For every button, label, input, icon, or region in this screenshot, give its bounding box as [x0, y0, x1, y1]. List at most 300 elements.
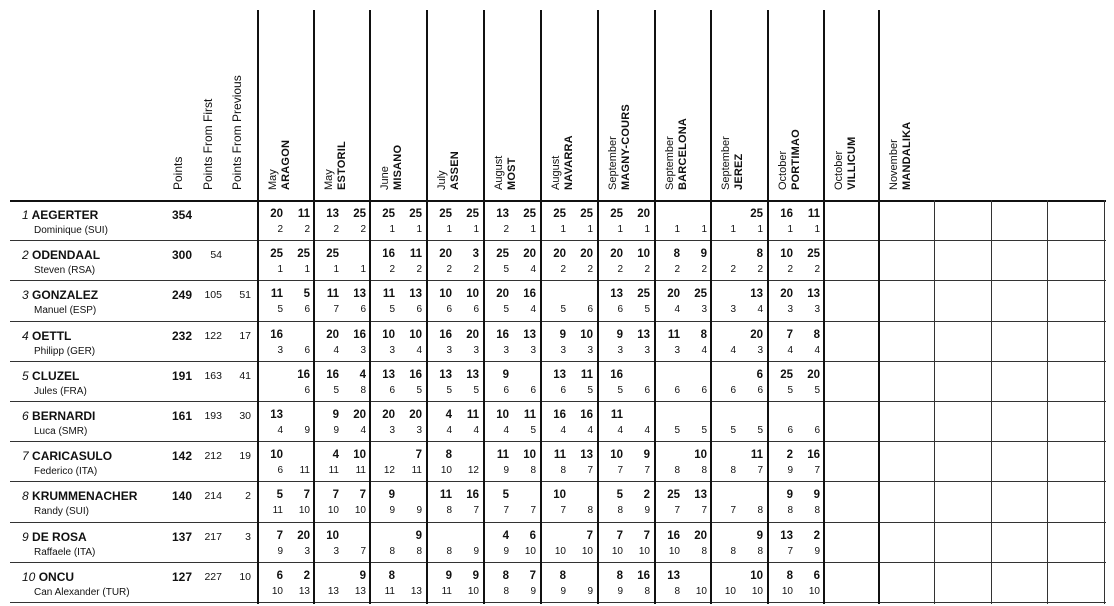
- race1-points: 9: [388, 489, 395, 502]
- race2-standing: 1: [644, 224, 650, 235]
- race1-points: 9: [502, 368, 509, 381]
- header-points-from-previous: Points From Previous: [230, 75, 244, 190]
- race1-standing: 2: [277, 224, 283, 235]
- race2-standing: 2: [360, 224, 366, 235]
- race1-points: 8: [445, 449, 452, 462]
- race1-standing: 5: [674, 425, 680, 436]
- race1-points: 25: [326, 248, 339, 261]
- race1-points: 6: [276, 569, 283, 582]
- race2-points: 25: [637, 288, 650, 301]
- race1-standing: 1: [560, 224, 566, 235]
- race1-points: 13: [610, 288, 623, 301]
- race2-standing: 9: [530, 585, 536, 597]
- race1-standing: 1: [730, 224, 736, 235]
- race1-points: 7: [332, 489, 339, 502]
- race2-points: 10: [580, 328, 593, 341]
- race2-standing: 7: [814, 465, 820, 477]
- race1-points: 9: [616, 328, 623, 341]
- race1-points: 16: [610, 368, 623, 381]
- race2-points: 2: [643, 489, 650, 502]
- race1-standing: 8: [674, 465, 680, 477]
- race2-standing: 1: [416, 224, 422, 235]
- rider-rank: 1: [22, 208, 29, 222]
- race1-points: 4: [445, 409, 452, 421]
- race2-points: 13: [466, 368, 479, 381]
- race2-standing: 7: [587, 465, 593, 477]
- race1-standing: 7: [730, 505, 736, 517]
- race2-standing: 5: [701, 425, 707, 436]
- race1-standing: 1: [787, 224, 793, 235]
- race2-standing: 4: [757, 304, 763, 316]
- race1-standing: 8: [730, 465, 736, 477]
- race1-standing: 6: [787, 425, 793, 436]
- race2-points: 10: [409, 328, 422, 341]
- race2-points: 13: [637, 328, 650, 341]
- race1-points: 5: [502, 489, 509, 502]
- rider-name: [22, 409, 95, 423]
- race1-standing: 6: [730, 384, 736, 396]
- race2-points: 10: [637, 248, 650, 261]
- race1-points: 25: [780, 368, 793, 381]
- race2-standing: 8: [530, 465, 536, 477]
- rider-points: 127: [171, 569, 192, 584]
- race2-standing: 10: [695, 585, 707, 597]
- rider-name: [22, 369, 79, 383]
- race2-standing: 4: [587, 425, 593, 436]
- race2-points: 11: [297, 208, 310, 220]
- rider-first-name: Jules (FRA): [34, 385, 87, 397]
- race2-standing: 7: [473, 505, 479, 517]
- round-month: June: [379, 166, 391, 190]
- rider-rank: 2: [22, 248, 29, 263]
- race2-standing: 7: [360, 545, 366, 557]
- race2-standing: 8: [814, 505, 820, 517]
- race1-points: 8: [616, 569, 623, 582]
- race2-points: 6: [756, 368, 763, 381]
- race1-standing: 7: [674, 505, 680, 517]
- column-divider: [823, 10, 825, 604]
- race2-standing: 5: [587, 384, 593, 396]
- row-divider: [10, 361, 1106, 362]
- race1-points: 25: [270, 248, 283, 261]
- rider-name: [22, 530, 87, 544]
- race2-standing: 6: [701, 384, 707, 396]
- rider-first-name: Federico (ITA): [34, 466, 98, 478]
- race1-standing: 10: [724, 585, 736, 597]
- race1-standing: 8: [503, 585, 509, 597]
- race2-points: 9: [415, 529, 422, 542]
- race2-points: 25: [409, 208, 422, 220]
- race1-standing: 8: [446, 545, 452, 557]
- race2-points: 10: [353, 449, 366, 462]
- race2-standing: 6: [757, 384, 763, 396]
- column-divider: [597, 10, 599, 604]
- race1-points: 13: [780, 529, 793, 542]
- race2-points: 11: [750, 449, 763, 462]
- round-month: October: [777, 150, 789, 190]
- race2-points: 7: [415, 449, 422, 462]
- race1-points: 11: [667, 328, 680, 341]
- points-from-previous: 10: [239, 570, 251, 583]
- race2-standing: 6: [587, 304, 593, 316]
- race1-standing: 6: [617, 304, 623, 316]
- race2-standing: 4: [473, 425, 479, 436]
- race2-standing: 2: [644, 264, 650, 276]
- race1-standing: 2: [503, 224, 509, 235]
- row-divider: [10, 441, 1106, 442]
- points-from-first: 163: [204, 369, 222, 382]
- rider-points: 191: [171, 368, 192, 383]
- race2-points: 13: [580, 449, 593, 462]
- race1-standing: 4: [560, 425, 566, 436]
- race1-standing: 8: [560, 465, 566, 477]
- race2-standing: 7: [757, 465, 763, 477]
- round-venue: VILLICUM: [846, 136, 858, 190]
- round-month: September: [664, 136, 676, 190]
- rider-points: 140: [171, 489, 192, 504]
- race1-standing: 5: [617, 384, 623, 396]
- race1-standing: 4: [277, 425, 283, 436]
- race1-standing: 2: [787, 264, 793, 276]
- race2-standing: 1: [701, 224, 707, 235]
- race1-standing: 8: [674, 585, 680, 597]
- race2-points: 2: [813, 529, 820, 542]
- race1-points: 7: [786, 328, 793, 341]
- race1-points: 25: [667, 489, 680, 502]
- race1-standing: 10: [611, 545, 623, 557]
- round-month: August: [550, 155, 562, 190]
- points-from-previous: 51: [239, 289, 251, 302]
- race2-points: 16: [409, 368, 422, 381]
- round-venue: NAVARRA: [563, 135, 575, 190]
- race2-standing: 9: [473, 545, 479, 557]
- race2-standing: 1: [587, 224, 593, 235]
- column-divider: [934, 200, 935, 604]
- rider-name: [22, 489, 137, 503]
- rider-surname: ONCU: [38, 569, 75, 584]
- race2-points: 13: [807, 288, 820, 301]
- race2-points: 25: [466, 208, 479, 220]
- race2-points: 16: [807, 449, 820, 462]
- race2-standing: 5: [644, 304, 650, 316]
- rider-first-name: Raffaele (ITA): [34, 546, 96, 558]
- race1-standing: 9: [389, 505, 395, 517]
- race2-standing: 6: [473, 304, 479, 316]
- race2-points: 16: [523, 288, 536, 301]
- race2-points: 13: [523, 328, 536, 341]
- points-from-previous: 17: [239, 329, 251, 342]
- race1-standing: 5: [503, 264, 509, 276]
- race2-points: 25: [523, 208, 536, 220]
- race2-standing: 3: [757, 344, 763, 356]
- race2-standing: 8: [701, 465, 707, 477]
- race2-standing: 11: [299, 465, 310, 477]
- race2-standing: 1: [530, 224, 536, 235]
- round-venue: MANDALIKA: [901, 121, 913, 190]
- race2-points: 16: [637, 569, 650, 582]
- points-from-first: 54: [210, 249, 222, 262]
- race1-points: 20: [667, 288, 680, 301]
- race1-standing: 8: [787, 505, 793, 517]
- race1-standing: 10: [327, 505, 339, 517]
- race1-points: 11: [270, 288, 283, 301]
- race1-standing: 2: [674, 264, 680, 276]
- race1-standing: 2: [446, 264, 452, 276]
- round-venue: BARCELONA: [677, 117, 689, 190]
- race1-points: 5: [276, 489, 283, 502]
- rider-rank: 8: [22, 489, 29, 504]
- rider-rank: 6: [22, 409, 29, 423]
- race1-points: 2: [786, 449, 793, 462]
- race2-standing: 3: [416, 425, 422, 436]
- rider-rank: 5: [22, 368, 29, 383]
- race2-points: 11: [580, 368, 593, 381]
- race1-points: 16: [439, 328, 452, 341]
- race2-standing: 3: [360, 344, 366, 356]
- race2-points: 20: [580, 248, 593, 261]
- rider-first-name: Steven (RSA): [34, 265, 96, 277]
- race1-standing: 10: [554, 545, 566, 557]
- header-rule: [10, 200, 1106, 202]
- points-from-previous: 3: [245, 530, 251, 543]
- race1-standing: 1: [389, 224, 395, 235]
- round-venue: JEREZ: [733, 153, 745, 190]
- race2-standing: 3: [814, 304, 820, 316]
- race1-standing: 5: [730, 425, 736, 436]
- race2-standing: 1: [304, 264, 310, 276]
- race2-points: 2: [303, 569, 310, 582]
- race1-points: 10: [610, 449, 623, 462]
- race2-points: 20: [523, 248, 536, 261]
- race1-standing: 3: [787, 304, 793, 316]
- race2-standing: 2: [757, 264, 763, 276]
- race2-points: 9: [700, 248, 707, 261]
- race2-standing: 10: [808, 585, 820, 597]
- race2-standing: 6: [530, 384, 536, 396]
- race2-standing: 5: [814, 384, 820, 396]
- race1-points: 25: [382, 208, 395, 220]
- race2-standing: 13: [298, 585, 310, 597]
- race1-standing: 4: [617, 425, 623, 436]
- race1-points: 16: [496, 328, 509, 341]
- race2-standing: 9: [416, 505, 422, 517]
- race1-standing: 4: [333, 344, 339, 356]
- race1-standing: 11: [328, 465, 339, 477]
- row-divider: [10, 240, 1106, 241]
- race1-points: 20: [326, 328, 339, 341]
- race1-points: 10: [326, 529, 339, 542]
- race2-standing: 2: [304, 224, 310, 235]
- race2-points: 13: [750, 288, 763, 301]
- race1-standing: 3: [730, 304, 736, 316]
- rider-surname: DE ROSA: [32, 529, 87, 544]
- race1-standing: 11: [441, 585, 452, 597]
- rider-surname: OETTL: [32, 328, 72, 343]
- header-points: Points: [171, 156, 185, 190]
- rider-name: [22, 329, 71, 343]
- race2-standing: 4: [701, 344, 707, 356]
- race1-standing: 6: [674, 384, 680, 396]
- race2-points: 25: [297, 248, 310, 261]
- race1-points: 20: [610, 248, 623, 261]
- race2-standing: 1: [757, 224, 763, 235]
- race2-points: 9: [359, 569, 366, 582]
- race2-points: 10: [750, 569, 763, 582]
- points-from-first: 214: [204, 490, 222, 503]
- race1-points: 11: [326, 288, 339, 301]
- race2-points: 20: [807, 368, 820, 381]
- column-divider: [1104, 200, 1105, 604]
- race1-points: 13: [326, 208, 339, 220]
- race2-standing: 8: [360, 384, 366, 396]
- race1-standing: 3: [560, 344, 566, 356]
- row-divider: [10, 481, 1106, 482]
- race1-standing: 3: [389, 344, 395, 356]
- race2-points: 11: [523, 409, 536, 421]
- race1-points: 5: [616, 489, 623, 502]
- race2-standing: 7: [701, 505, 707, 517]
- race1-points: 8: [559, 569, 566, 582]
- rider-name: [22, 570, 74, 584]
- race2-standing: 2: [701, 264, 707, 276]
- race1-points: 20: [553, 248, 566, 261]
- race2-points: 6: [529, 529, 536, 542]
- round-month: May: [323, 169, 335, 190]
- race2-points: 20: [466, 328, 479, 341]
- round-venue: PORTIMAO: [790, 129, 802, 190]
- points-from-previous: 30: [239, 410, 251, 422]
- race1-standing: 9: [333, 425, 339, 436]
- points-from-previous: 2: [245, 490, 251, 503]
- race2-points: 5: [303, 288, 310, 301]
- rider-first-name: Randy (SUI): [34, 506, 90, 518]
- race1-standing: 3: [674, 344, 680, 356]
- round-venue: MISANO: [392, 144, 404, 190]
- race2-points: 9: [472, 569, 479, 582]
- round-month: September: [720, 136, 732, 190]
- race2-points: 7: [643, 529, 650, 542]
- rider-points: 137: [171, 529, 192, 544]
- round-venue: ARAGON: [280, 139, 292, 190]
- column-divider: [540, 10, 542, 604]
- race1-standing: 13: [327, 585, 339, 597]
- race1-standing: 2: [560, 264, 566, 276]
- race1-points: 13: [496, 208, 509, 220]
- race1-standing: 3: [617, 344, 623, 356]
- race2-standing: 3: [644, 344, 650, 356]
- race2-standing: 1: [473, 224, 479, 235]
- race1-standing: 9: [503, 465, 509, 477]
- row-divider: [10, 562, 1106, 563]
- race1-standing: 8: [389, 545, 395, 557]
- points-from-previous: 19: [239, 450, 251, 463]
- race1-standing: 1: [333, 264, 339, 276]
- race2-points: 9: [756, 529, 763, 542]
- race1-points: 16: [780, 208, 793, 220]
- race2-standing: 12: [467, 465, 479, 477]
- race1-standing: 8: [446, 505, 452, 517]
- race2-standing: 10: [581, 545, 593, 557]
- race2-standing: 6: [304, 384, 310, 396]
- race2-standing: 10: [298, 505, 310, 517]
- rider-surname: BERNARDI: [32, 409, 96, 423]
- race1-standing: 4: [730, 344, 736, 356]
- race1-points: 9: [786, 489, 793, 502]
- race2-standing: 13: [410, 585, 422, 597]
- race1-standing: 4: [674, 304, 680, 316]
- race1-standing: 10: [668, 545, 680, 557]
- race2-points: 7: [586, 529, 593, 542]
- rider-points: 142: [171, 449, 192, 464]
- rider-points: 300: [171, 248, 192, 263]
- race1-standing: 5: [277, 304, 283, 316]
- race1-points: 13: [553, 368, 566, 381]
- race1-points: 25: [496, 248, 509, 261]
- race2-standing: 6: [304, 344, 310, 356]
- row-divider: [10, 401, 1106, 402]
- race2-standing: 5: [416, 384, 422, 396]
- round-month: October: [833, 150, 845, 190]
- rider-points: 161: [171, 409, 192, 423]
- race1-points: 4: [502, 529, 509, 542]
- race2-points: 13: [409, 288, 422, 301]
- points-from-previous: 41: [239, 369, 251, 382]
- race1-points: 7: [616, 529, 623, 542]
- race1-standing: 1: [617, 224, 623, 235]
- race1-standing: 9: [617, 585, 623, 597]
- points-from-first: 193: [204, 410, 222, 422]
- race1-standing: 2: [389, 264, 395, 276]
- race2-points: 4: [359, 368, 366, 381]
- race1-standing: 6: [277, 465, 283, 477]
- race2-standing: 8: [757, 505, 763, 517]
- race1-standing: 10: [271, 585, 283, 597]
- row-divider: [10, 280, 1106, 281]
- race2-points: 13: [353, 288, 366, 301]
- race1-points: 16: [270, 328, 283, 341]
- rider-points: 232: [171, 328, 192, 343]
- race1-points: 8: [786, 569, 793, 582]
- race1-points: 10: [553, 489, 566, 502]
- race2-standing: 3: [701, 304, 707, 316]
- race2-points: 10: [694, 449, 707, 462]
- round-month: May: [267, 169, 279, 190]
- header-points-from-first: Points From First: [201, 98, 215, 190]
- rider-surname: GONZALEZ: [32, 288, 99, 303]
- race1-points: 8: [388, 569, 395, 582]
- rider-surname: AEGERTER: [31, 208, 99, 222]
- race2-points: 20: [750, 328, 763, 341]
- race1-points: 11: [610, 409, 623, 421]
- race2-points: 20: [694, 529, 707, 542]
- race2-standing: 10: [751, 585, 763, 597]
- race2-standing: 6: [644, 384, 650, 396]
- rider-name: [22, 449, 112, 463]
- race1-standing: 5: [333, 384, 339, 396]
- race2-points: 6: [813, 569, 820, 582]
- race1-standing: 5: [503, 304, 509, 316]
- points-from-first: 227: [204, 570, 222, 583]
- race2-standing: 2: [587, 264, 593, 276]
- race2-points: 25: [580, 208, 593, 220]
- race2-points: 11: [409, 248, 422, 261]
- race2-points: 10: [523, 449, 536, 462]
- rider-surname: KRUMMENACHER: [32, 489, 138, 504]
- race2-standing: 7: [644, 465, 650, 477]
- race1-standing: 1: [674, 224, 680, 235]
- rider-rank: 3: [22, 288, 29, 303]
- race1-standing: 4: [503, 425, 509, 436]
